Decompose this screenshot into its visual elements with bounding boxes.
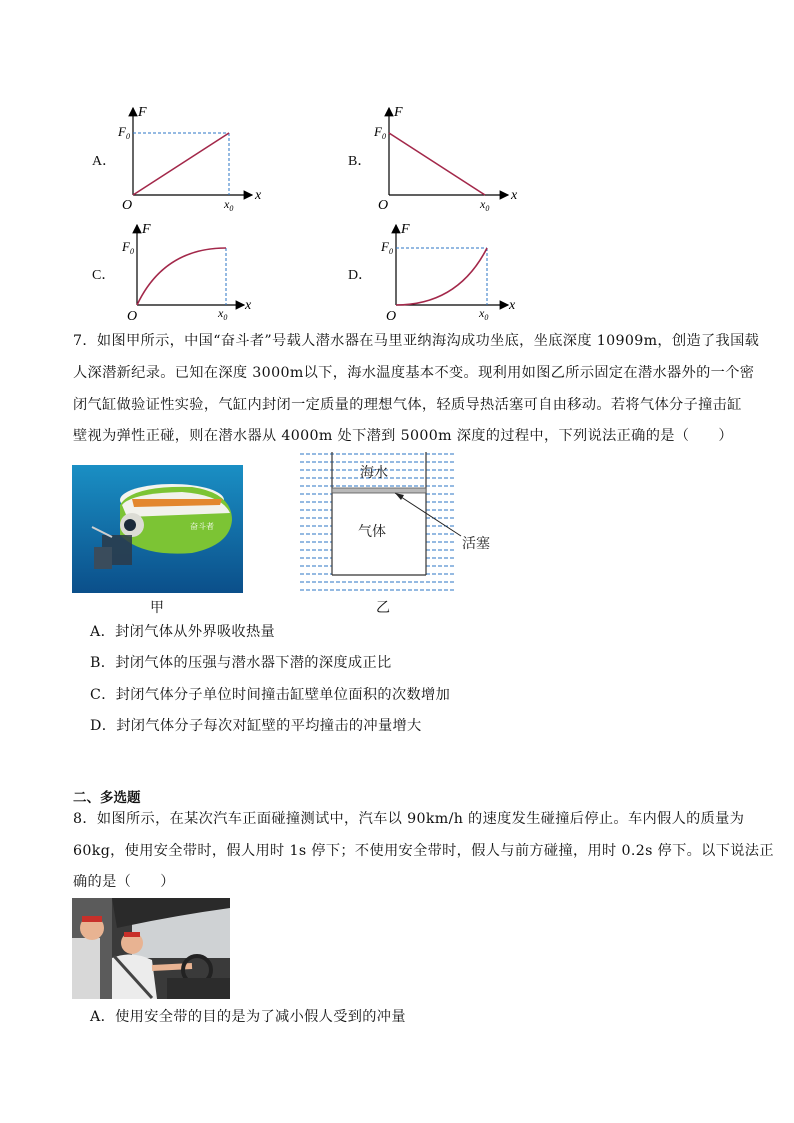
q7-text-line-2: 人深潜新纪录。已知在深度 3000m以下，海水温度基本不变。现利用如图乙所示固定在潜水器外的一个密 [73,365,755,381]
graph-a [112,100,272,215]
f0-label: $F_0$ [118,124,130,141]
q8-option-a[interactable]: A．使用安全带的目的是为了减小假人受到的冲量 [90,1009,406,1025]
seawater-label: 海水 [360,466,388,481]
f0-label: $F_0$ [381,239,393,256]
q7-option-a[interactable]: A．封闭气体从外界吸收热量 [90,624,276,640]
axis-x-label: x [245,298,252,313]
q7-option-d[interactable]: D．封闭气体分子每次对缸壁的平均撞击的冲量增大 [90,718,422,734]
axis-f-label: F [138,105,147,120]
q7-text-line-3: 闭气缸做验证性实验，气缸内封闭一定质量的理想气体，轻质导热活塞可自由移动。若将气体分子撞击缸 [73,397,742,413]
svg-text:奋斗者: 奋斗者 [190,522,214,531]
piston [332,488,426,493]
crash-test-photo [72,898,230,999]
figure-yi-caption: 乙 [376,600,390,616]
graph-option-c-label: C． [92,268,116,283]
q7-option-c[interactable]: C．封闭气体分子单位时间撞击缸壁单位面积的次数增加 [90,687,451,703]
piston-label: 活塞 [462,537,490,552]
f0-label: $F_0$ [122,239,134,256]
origin-label: O [386,309,397,324]
x0-label: $x_0$ [479,306,489,322]
graph-b [368,100,528,215]
x0-label: $x_0$ [218,306,228,322]
origin-label: O [378,198,389,213]
graph-option-a-label: A． [92,154,117,169]
axis-x-label: x [255,188,262,203]
x0-label: $x_0$ [480,197,490,213]
graph-c [112,217,272,327]
graph-option-b-label: B． [348,154,372,169]
axis-f-label: F [142,222,151,237]
graph-option-d-label: D． [348,268,373,283]
q8-text-line-3: 确的是（ ） [73,874,175,890]
q7-text-line-4: 壁视为弹性正碰，则在潜水器从 4000m 处下潜到 5000m 深度的过程中，下列说法正确的是（ ） [73,428,733,444]
q7-option-b[interactable]: B．封闭气体的压强与潜水器下潜的深度成正比 [90,655,392,671]
figure-jia-caption: 甲 [150,600,164,616]
axis-f-label: F [401,222,410,237]
cylinder-diagram [298,450,498,595]
graph-d [368,217,528,327]
axis-f-label: F [394,105,403,120]
origin-label: O [122,198,133,213]
section-title: 二、多选题 [73,790,141,806]
q7-text-line-1: 7．如图甲所示，中国“奋斗者”号载人潜水器在马里亚纳海沟成功坐底，坐底深度 10909m，创造了我国载 [73,333,760,349]
axis-x-label: x [511,188,518,203]
origin-label: O [127,309,138,324]
submersible-photo [72,465,243,593]
q8-text-line-2: 60kg，使用安全带时，假人用时 1s 停下；不使用安全带时，假人与前方碰撞，用时 0.2s 停下。以下说法正 [73,843,774,859]
q8-text-line-1: 8．如图所示，在某次汽车正面碰撞测试中，汽车以 90km/h 的速度发生碰撞后停止。车内假人的质量为 [73,811,745,827]
f0-label: $F_0$ [374,124,386,141]
gas-label: 气体 [358,525,386,540]
x0-label: $x_0$ [224,197,234,213]
axis-x-label: x [509,298,516,313]
